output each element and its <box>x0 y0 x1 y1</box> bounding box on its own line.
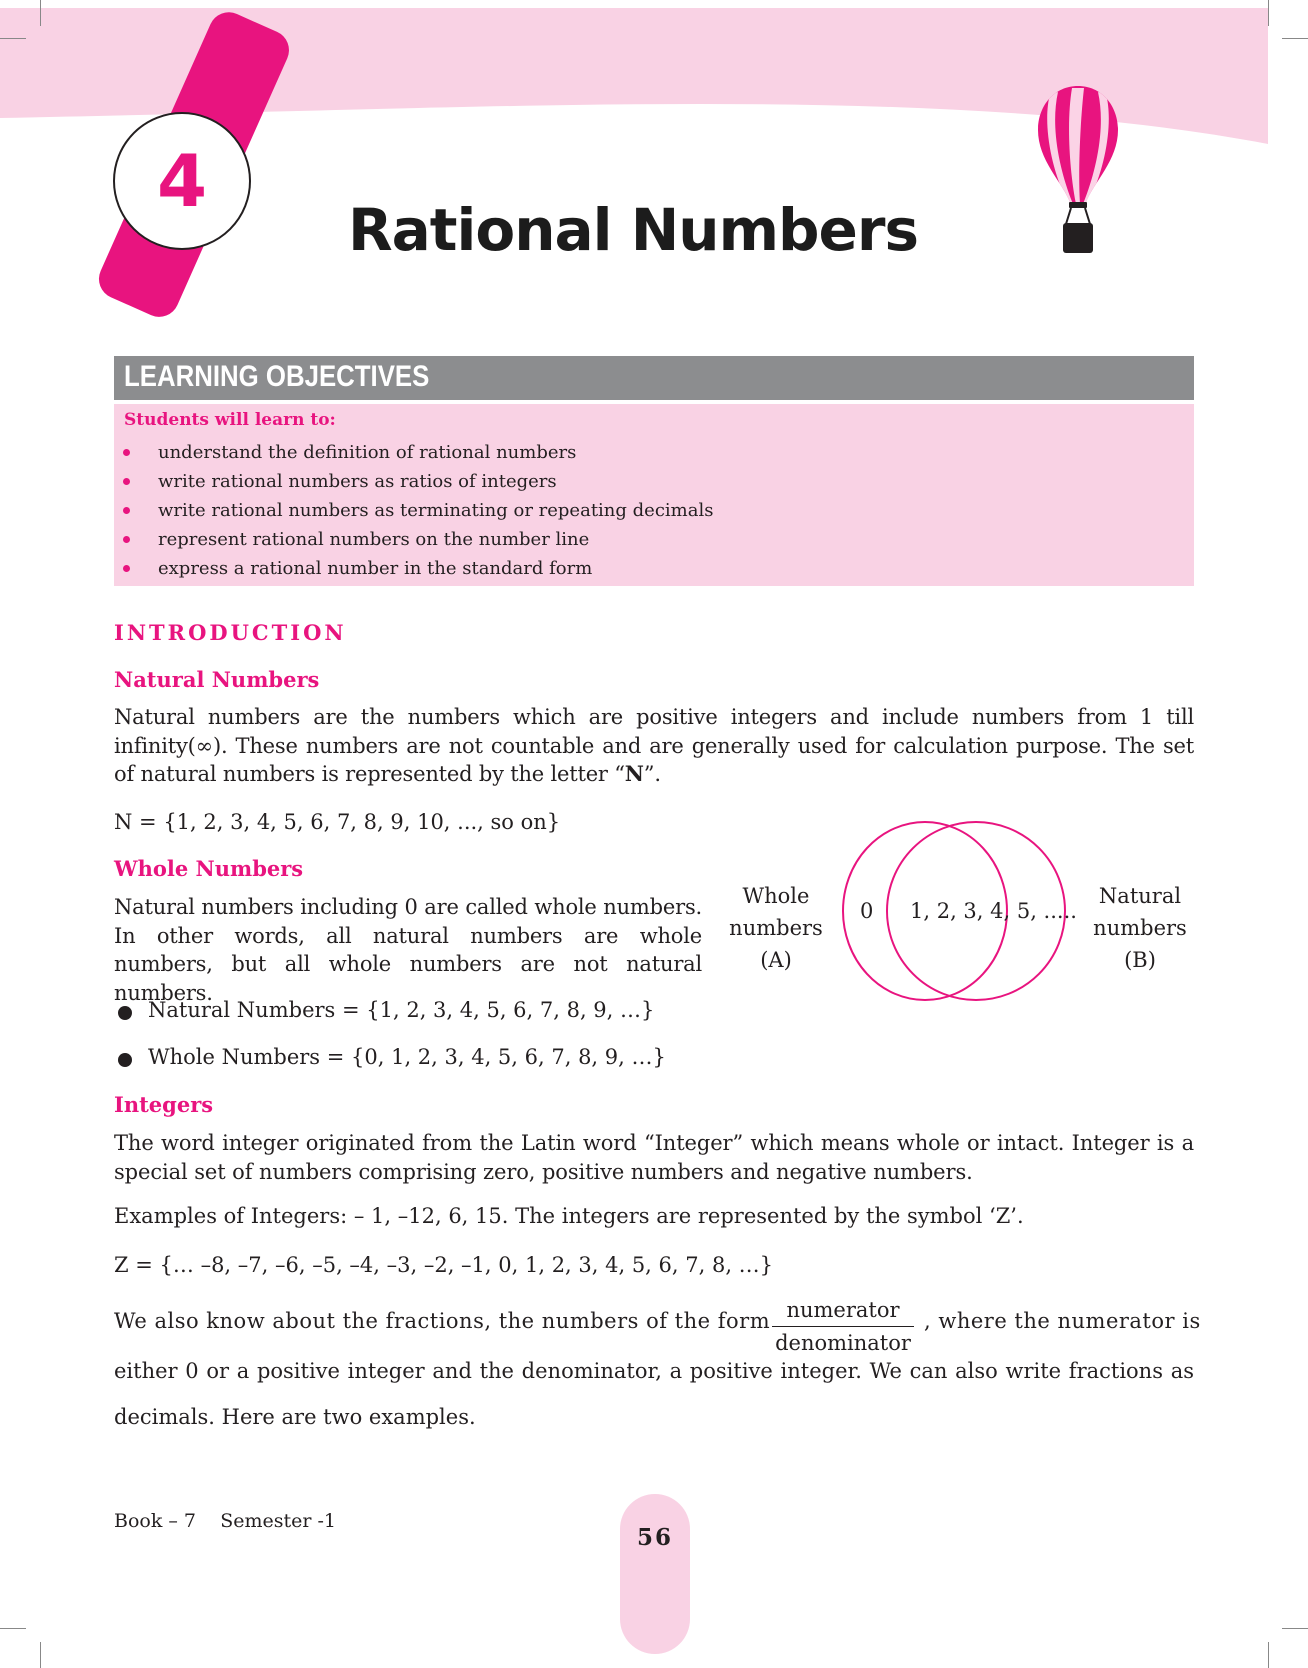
paragraph-text: Natural numbers are the numbers which are positive integers and include numbers from 1 till infinity(∞). These numbers are not countable and are generally used for calculation purpose. The set of natural numbers is represented by the letter “ <box>114 705 1194 786</box>
crop-mark <box>1268 1642 1269 1668</box>
footer-book: Book – 7 <box>114 1510 197 1532</box>
bullet-icon <box>118 1006 132 1020</box>
fraction <box>772 1296 914 1357</box>
venn-label-text: numbers <box>1093 916 1187 940</box>
list-item <box>114 496 713 525</box>
integers-set: Z = {… –8, –7, –6, –5, –4, –3, –2, –1, 0, 1, 2, 3, 4, 5, 6, 7, 8, …} <box>114 1253 774 1277</box>
page-number: 56 <box>636 1524 673 1551</box>
bullet-icon <box>123 507 130 514</box>
venn-label-tag: (B) <box>1124 948 1156 972</box>
chapter-title: Rational Numbers <box>348 196 919 264</box>
integers-heading: Integers <box>114 1092 214 1117</box>
fractions-lead: We also know about the fractions, the numbers of the form <box>114 1309 771 1333</box>
bullet-icon <box>123 449 130 456</box>
crop-mark <box>1282 1628 1308 1629</box>
bullet-icon <box>123 478 130 485</box>
venn-label-text: Natural <box>1098 884 1182 908</box>
footer-semester: Semester -1 <box>220 1510 336 1532</box>
integers-paragraph: The word integer originated from the Latin word “Integer” which means whole or intact. Integer is a special set of numbers comprising zero, positive numbers and negative numbers. <box>114 1131 1194 1184</box>
venn-zero: 0 <box>860 899 874 923</box>
venn-label-text: numbers <box>729 916 823 940</box>
objective-text: write rational numbers as terminating or repeating decimals <box>158 500 714 521</box>
introduction-heading: INTRODUCTION <box>114 620 347 645</box>
integers-examples: Examples of Integers: – 1, –12, 6, 15. The integers are represented by the symbol ‘Z’. <box>114 1204 1024 1228</box>
objectives-list <box>114 438 713 583</box>
fraction-denominator: denominator <box>775 1331 911 1355</box>
natural-numbers-set: N = {1, 2, 3, 4, 5, 6, 7, 8, 9, 10, ..., so on} <box>114 810 561 834</box>
venn-label-tag: (A) <box>760 948 792 972</box>
fraction-numerator: numerator <box>786 1298 900 1322</box>
hot-air-balloon-icon <box>1036 84 1120 256</box>
objective-text: write rational numbers as ratios of integers <box>158 471 557 492</box>
crop-mark <box>1268 0 1269 26</box>
footer-book-info <box>114 1510 336 1532</box>
objective-text: understand the definition of rational numbers <box>158 442 577 463</box>
fraction-bar <box>772 1326 914 1327</box>
whole-numbers-bullet: Whole Numbers = {0, 1, 2, 3, 4, 5, 6, 7, 8, 9, …} <box>148 1045 666 1069</box>
fractions-line-3: decimals. Here are two examples. <box>114 1405 476 1429</box>
natural-numbers-bullet: Natural Numbers = {1, 2, 3, 4, 5, 6, 7, 8, 9, …} <box>148 998 655 1022</box>
bullet-icon <box>123 536 130 543</box>
list-item <box>114 554 713 583</box>
paragraph-text: ”. <box>643 762 661 786</box>
objectives-heading: LEARNING OBJECTIVES <box>124 360 430 393</box>
crop-mark <box>40 1642 41 1668</box>
objectives-lead: Students will learn to: <box>124 410 336 430</box>
list-item <box>114 467 713 496</box>
list-item <box>114 525 713 554</box>
objectives-header <box>114 356 1194 400</box>
objectives-box <box>114 404 1194 586</box>
venn-label-text: Whole <box>742 884 810 908</box>
fractions-line-2: either 0 or a positive integer and the denominator, a positive integer. We can also write fractions as <box>114 1359 1194 1383</box>
page-number-tab <box>620 1494 690 1654</box>
bullet-icon <box>118 1053 132 1067</box>
venn-label-natural <box>1078 880 1202 976</box>
crop-mark <box>0 38 26 39</box>
set-letter: N <box>624 761 644 786</box>
natural-numbers-heading: Natural Numbers <box>114 667 320 692</box>
bullet-icon <box>123 565 130 572</box>
natural-numbers-paragraph <box>114 703 1194 789</box>
list-item <box>114 438 713 467</box>
venn-naturals: 1, 2, 3, 4, 5, ..... <box>910 899 1077 923</box>
whole-numbers-paragraph: Natural numbers including 0 are called whole numbers. In other words, all natural numbers are whole numbers, but all whole numbers are not natural numbers. <box>114 895 702 1005</box>
objective-text: express a rational number in the standard form <box>158 558 593 579</box>
crop-mark <box>0 1628 26 1629</box>
whole-numbers-heading: Whole Numbers <box>114 856 304 881</box>
venn-label-whole <box>716 880 836 976</box>
chapter-number: 4 <box>156 139 208 223</box>
crop-mark <box>40 0 41 26</box>
crop-mark <box>1282 38 1308 39</box>
fractions-tail: , where the numerator is <box>924 1309 1201 1333</box>
objective-text: represent rational numbers on the number line <box>158 529 590 550</box>
